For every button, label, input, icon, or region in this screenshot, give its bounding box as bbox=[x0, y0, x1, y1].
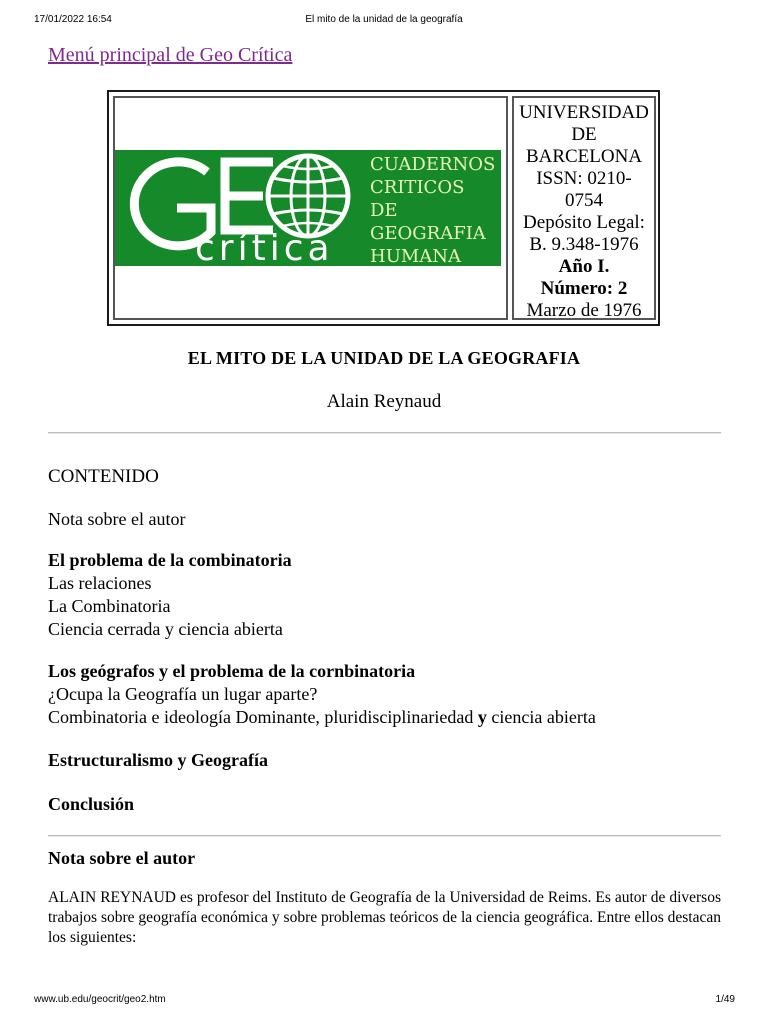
geo-critica-logo bbox=[115, 150, 501, 266]
series-line-4: GEOGRAFIA bbox=[370, 223, 486, 244]
toc-item-combinatoria[interactable]: La Combinatoria bbox=[48, 596, 171, 616]
author-note-heading: Nota sobre el autor bbox=[48, 848, 196, 868]
banner-info-cell bbox=[512, 96, 656, 320]
print-url: www.ub.edu/geocrit/geo2.htm bbox=[34, 994, 166, 1005]
toc-group-3 bbox=[48, 749, 268, 772]
toc-section-geografos[interactable]: Los geógrafos y el problema de la cornbinatoria bbox=[48, 661, 416, 681]
main-menu-link[interactable]: Menú principal de Geo Crítica bbox=[48, 44, 293, 66]
series-line-5: HUMANA bbox=[370, 246, 462, 266]
divider-top bbox=[48, 432, 721, 434]
print-footer bbox=[0, 994, 768, 1010]
toc-note-link-block bbox=[48, 508, 185, 531]
toc-item-lugar-aparte[interactable]: ¿Ocupa la Geografía un lugar aparte? bbox=[48, 684, 318, 704]
deposito-line-2: B. 9.348-1976 bbox=[529, 234, 639, 255]
globe-icon bbox=[268, 156, 348, 236]
toc-section-estructuralismo[interactable]: Estructuralismo y Geografía bbox=[48, 750, 268, 770]
university-line-2: DE bbox=[571, 124, 597, 145]
article-author: Alain Reynaud bbox=[326, 391, 442, 412]
print-doc-title: El mito de la unidad de la geografía bbox=[305, 14, 463, 25]
toc-section-conclusion[interactable]: Conclusión bbox=[48, 794, 135, 814]
divider-bottom bbox=[48, 835, 721, 837]
toc-item-relaciones[interactable]: Las relaciones bbox=[48, 573, 152, 593]
toc-item-ciencia-cerrada[interactable]: Ciencia cerrada y ciencia abierta bbox=[48, 619, 283, 639]
author-note-paragraph: ALAIN REYNAUD es profesor del Instituto de Geografía de la Universidad de Reims. Es autor de diversos trabajos sobre geografía económica y sobre problemas teóricos de la ciencia geográfica. Entre ellos destacan los siguientes: bbox=[48, 889, 721, 946]
toc-group-2 bbox=[48, 660, 596, 729]
university-line-3: BARCELONA bbox=[525, 146, 643, 167]
logo-critica-word: crítica bbox=[195, 228, 334, 266]
toc-group-1 bbox=[48, 549, 292, 641]
university-line-1: UNIVERSIDAD bbox=[519, 102, 649, 123]
deposito-line-1: Depósito Legal: bbox=[523, 212, 645, 233]
year-line: Año I. bbox=[558, 256, 610, 277]
series-line-2: CRITICOS bbox=[370, 177, 465, 198]
series-line-3: DE bbox=[370, 200, 398, 221]
number-line: Número: 2 bbox=[540, 278, 628, 299]
issn-line-2: 0754 bbox=[565, 190, 603, 211]
print-header bbox=[0, 14, 768, 30]
series-line-1: CUADERNOS bbox=[370, 154, 496, 175]
print-page-number: 1/49 bbox=[715, 994, 735, 1005]
article-title: EL MITO DE LA UNIDAD DE LA GEOGRAFIA bbox=[187, 348, 581, 368]
issn-line-1: ISSN: 0210- bbox=[536, 168, 632, 189]
toc-item-ideologia-after: ciencia abierta bbox=[486, 707, 596, 727]
date-line: Marzo de 1976 bbox=[526, 300, 642, 321]
contents-label: CONTENIDO bbox=[48, 466, 159, 487]
toc-item-ideologia-before: Combinatoria e ideología Dominante, pluridisciplinariedad bbox=[48, 707, 478, 727]
toc-item-ideologia-bold: y bbox=[477, 707, 487, 727]
toc-section-combinatoria[interactable]: El problema de la combinatoria bbox=[48, 550, 292, 570]
print-datetime: 17/01/2022 16:54 bbox=[34, 14, 112, 25]
geo-critica-logo-svg bbox=[115, 150, 501, 266]
toc-item-ideologia[interactable] bbox=[48, 706, 596, 729]
toc-link-nota-autor[interactable]: Nota sobre el autor bbox=[48, 509, 186, 529]
toc-group-4 bbox=[48, 793, 134, 816]
